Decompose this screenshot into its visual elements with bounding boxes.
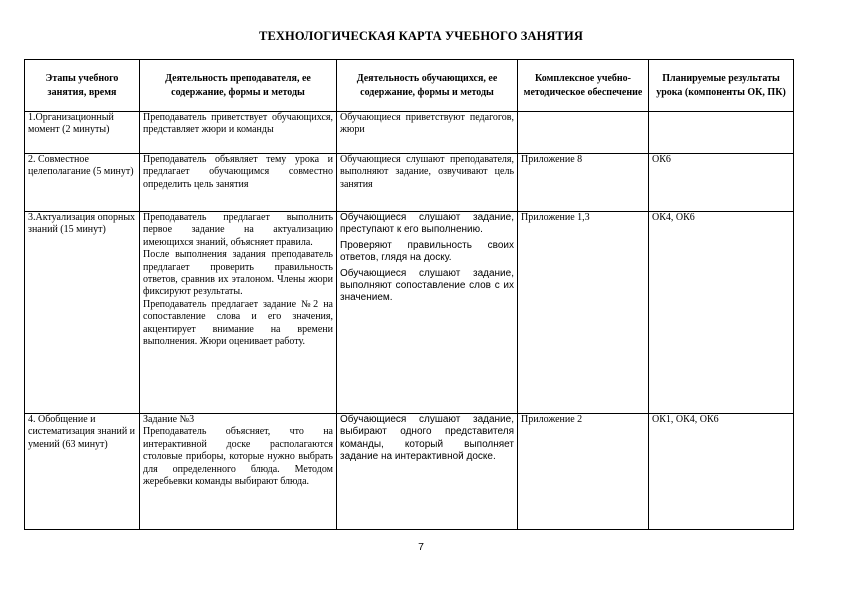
teacher-cell — [140, 154, 337, 212]
support-cell: Приложение 1,3 — [518, 212, 649, 414]
table-row — [25, 212, 794, 414]
stage-cell: 3.Актуализация опорных знаний (15 минут) — [25, 212, 140, 414]
support-cell: Приложение 8 — [518, 154, 649, 212]
students-text: Обучающиеся слушают преподавателя, выполняют задание, озвучивают цель занятия — [340, 154, 514, 190]
teacher-text: Преподаватель объясняет, что на интерактивной доске располагаются столовые приборы, которые нужно выбрать для определенного блюда. Методом жеребьевки команды выбирают блюда. — [143, 426, 333, 488]
stage-cell: 4. Обобщение и систематизация знаний и умений (63 минут) — [25, 414, 140, 530]
table-row — [25, 154, 794, 212]
students-cell — [337, 112, 518, 154]
students-cell — [337, 212, 518, 414]
header-results: Планируемые результаты урока (компоненты ОК, ПК) — [649, 60, 794, 112]
page-number: 7 — [418, 541, 424, 553]
teacher-cell — [140, 112, 337, 154]
header-teacher: Деятельность преподавателя, ее содержание, формы и методы — [140, 60, 337, 112]
students-text: Обучающиеся слушают задание, выбирают одного представителя команды, который выполняет задание на интерактивной доске. — [340, 414, 514, 463]
stage-cell: 2. Совместное целеполагание (5 минут) — [25, 154, 140, 212]
students-text: Обучающиеся приветствуют педагогов, жюри — [340, 112, 514, 136]
teacher-text: После выполнения задания преподаватель предлагает проверить правильность ответов, сравнив их эталоном. Члены жюри фиксируют результаты. — [143, 249, 333, 298]
header-stage: Этапы учебного занятия, время — [25, 60, 140, 112]
teacher-text: Задание №3 — [143, 414, 195, 425]
lesson-plan-table — [24, 59, 794, 530]
students-text: Обучающиеся слушают задание, выполняют сопоставление слов с их значением. — [340, 267, 514, 304]
header-students: Деятельность обучающихся, ее содержание, формы и методы — [337, 60, 518, 112]
teacher-text: Преподаватель объявляет тему урока и предлагает обучающимся совместно определить цель занятия — [143, 154, 333, 190]
table-row — [25, 414, 794, 530]
document-title: ТЕХНОЛОГИЧЕСКАЯ КАРТА УЧЕБНОГО ЗАНЯТИЯ — [259, 29, 583, 43]
support-cell — [518, 112, 649, 154]
support-cell: Приложение 2 — [518, 414, 649, 530]
students-cell — [337, 414, 518, 530]
students-text: Проверяют правильность своих ответов, глядя на доску. — [340, 239, 514, 264]
stage-cell: 1.Организационный момент (2 минуты) — [25, 112, 140, 154]
header-row — [25, 60, 794, 112]
teacher-text: Преподаватель предлагает задание №2 на сопоставление слова и его значения, акцентирует внимание на времени выполнения. Жюри оценивает работу. — [143, 298, 333, 348]
teacher-text: Преподаватель приветствует обучающихся, представляет жюри и команды — [143, 112, 333, 136]
teacher-cell — [140, 414, 337, 530]
results-cell: ОК1, ОК4, ОК6 — [649, 414, 794, 530]
teacher-text: Преподаватель предлагает выполнить первое задание на актуализацию имеющихся знаний, объясняет правила. — [143, 212, 333, 248]
students-text: Обучающиеся слушают задание, преступают к его выполнению. — [340, 212, 514, 236]
students-cell — [337, 154, 518, 212]
results-cell — [649, 112, 794, 154]
results-cell: ОК4, ОК6 — [649, 212, 794, 414]
results-cell: ОК6 — [649, 154, 794, 212]
header-support: Комплексное учебно-методическое обеспечение — [518, 60, 649, 112]
table-row — [25, 112, 794, 154]
teacher-cell — [140, 212, 337, 414]
